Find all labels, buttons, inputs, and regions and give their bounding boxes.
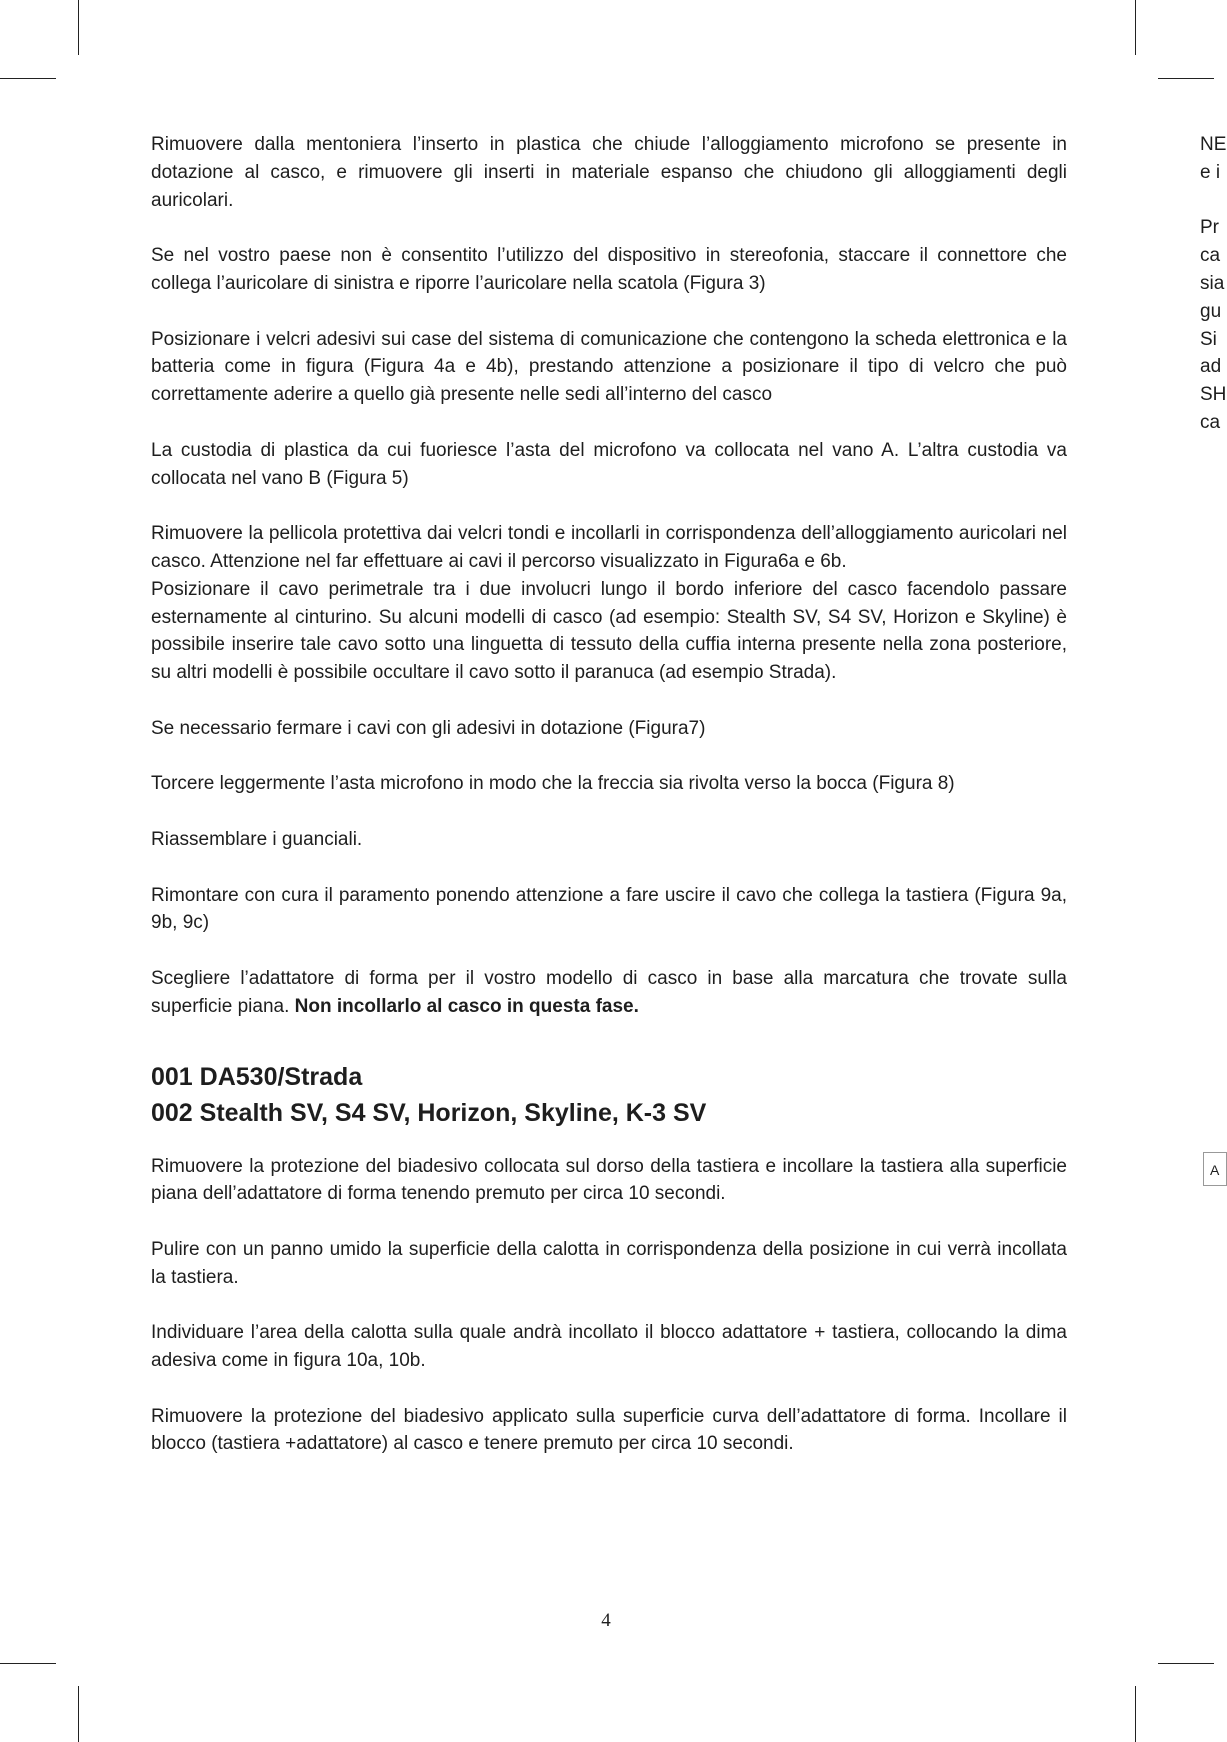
paragraph-case-placement: La custodia di plastica da cui fuoriesce l’asta del microfono va collocata nel vano A. L’altra custodia va collocata nel vano B (Figura 5) bbox=[151, 439, 1067, 489]
paragraph-reassemble: Riassemblare i guanciali. bbox=[151, 828, 363, 850]
paragraph-fix-cables: Se necessario fermare i cavi con gli adesivi in dotazione (Figura7) bbox=[151, 717, 706, 739]
fragment-line: e i bbox=[1200, 161, 1221, 183]
fragment-line: sia bbox=[1200, 272, 1225, 294]
fragment-line: SH bbox=[1200, 384, 1227, 406]
fragment-line: ca bbox=[1200, 245, 1221, 267]
crop-mark bbox=[1158, 78, 1214, 79]
paragraph-glue-block: Rimuovere la protezione del biadesivo applicato sulla superficie curva dell’adattatore di forma. Incollare il blocco (tastiera +adattatore) al casco e tenere premuto per circa 10 secondi. bbox=[151, 1405, 1067, 1455]
paragraph-velcro: Posizionare i velcri adesivi sui case del sistema di comunicazione che contengono la scheda elettronica e la batteria come in figura (Figura 4a e 4b), prestando attenzione a posizionare il tipo di velcro che può correttamente aderire a quello già presente nelle sedi all’interno del casco bbox=[151, 328, 1067, 406]
heading-model-002: 002 Stealth SV, S4 SV, Horizon, Skyline, K-3 SV bbox=[151, 1098, 707, 1127]
crop-mark bbox=[78, 0, 79, 55]
next-page-column-fragment bbox=[1200, 131, 1227, 437]
crop-mark bbox=[1135, 0, 1136, 55]
fragment-line bbox=[1200, 187, 1220, 215]
fragment-line: ca bbox=[1200, 411, 1221, 433]
crop-mark bbox=[0, 1663, 56, 1664]
paragraph-clean-shell: Pulire con un panno umido la superficie della calotta in corrispondenza della posizione in cui verrà incollata la tastiera. bbox=[151, 1238, 1067, 1288]
fragment-line: Si bbox=[1200, 328, 1217, 350]
paragraph-perimeter-cable: Posizionare il cavo perimetrale tra i due involucri lungo il bordo inferiore del casco facendolo passare esternamente al cinturino. Su alcuni modelli di casco (ad esempio: Stealth SV, S4 SV, Horizon e Skyline) è possibile inserire tale cavo sotto una linguetta di tessuto della cuffia interna presente nella zona posteriore, su altri modelli è possibile occultare il cavo sotto il paranuca (ad esempio Strada). bbox=[151, 578, 1067, 684]
next-page-box-fragment: A bbox=[1203, 1152, 1227, 1186]
crop-mark bbox=[1135, 1686, 1136, 1742]
adapter-text: Scegliere l’adattatore di forma per il vostro modello di casco in base alla marcatura che trovate sulla superficie piana. bbox=[151, 967, 1067, 1017]
paragraph-round-velcro: Rimuovere la pellicola protettiva dai velcri tondi e incollarli in corrispondenza dell’alloggiamento auricolari nel casco. Attenzione nel far effettuare ai cavi il percorso visualizzato in Figura6a e 6b. bbox=[151, 523, 1067, 572]
crop-mark bbox=[1158, 1663, 1214, 1664]
fragment-line: ad bbox=[1200, 356, 1222, 378]
crop-mark bbox=[78, 1686, 79, 1742]
page-number: 4 bbox=[601, 1610, 611, 1631]
paragraph-refit-lining: Rimontare con cura il paramento ponendo attenzione a fare uscire il cavo che collega la tastiera (Figura 9a, 9b, 9c) bbox=[151, 884, 1067, 934]
fragment-line: Pr bbox=[1200, 217, 1219, 239]
page-body bbox=[151, 131, 1067, 1458]
paragraph-template: Individuare l’area della calotta sulla quale andrà incollato il blocco adattatore + tastiera, collocando la dima adesiva come in figura 10a, 10b. bbox=[151, 1322, 1067, 1372]
heading-model-001: 001 DA530/Strada bbox=[151, 1062, 363, 1091]
fragment-line: NE bbox=[1200, 134, 1227, 155]
paragraph-choose-adapter bbox=[151, 965, 1067, 1021]
paragraph-twist-mic: Torcere leggermente l’asta microfono in modo che la freccia sia rivolta verso la bocca (Figura 8) bbox=[151, 773, 955, 795]
adapter-warning: Non incollarlo al casco in questa fase. bbox=[294, 995, 639, 1017]
crop-mark bbox=[0, 78, 56, 79]
paragraph-stereo: Se nel vostro paese non è consentito l’utilizzo del dispositivo in stereofonia, staccare il connettore che collega l’auricolare di sinistra e riporre l’auricolare nella scatola (Figura 3) bbox=[151, 245, 1067, 294]
paragraph-remove-insert: Rimuovere dalla mentoniera l’inserto in plastica che chiude l’alloggiamento microfono se presente in dotazione al casco, e rimuovere gli inserti in materiale espanso che chiudono gli alloggiamenti degli auricolari. bbox=[151, 134, 1067, 211]
paragraph-remove-backing: Rimuovere la protezione del biadesivo collocata sul dorso della tastiera e incollare la tastiera alla superficie piana dell’adattatore di forma tenendo premuto per circa 10 secondi. bbox=[151, 1155, 1067, 1205]
fragment-line: gu bbox=[1200, 300, 1222, 322]
